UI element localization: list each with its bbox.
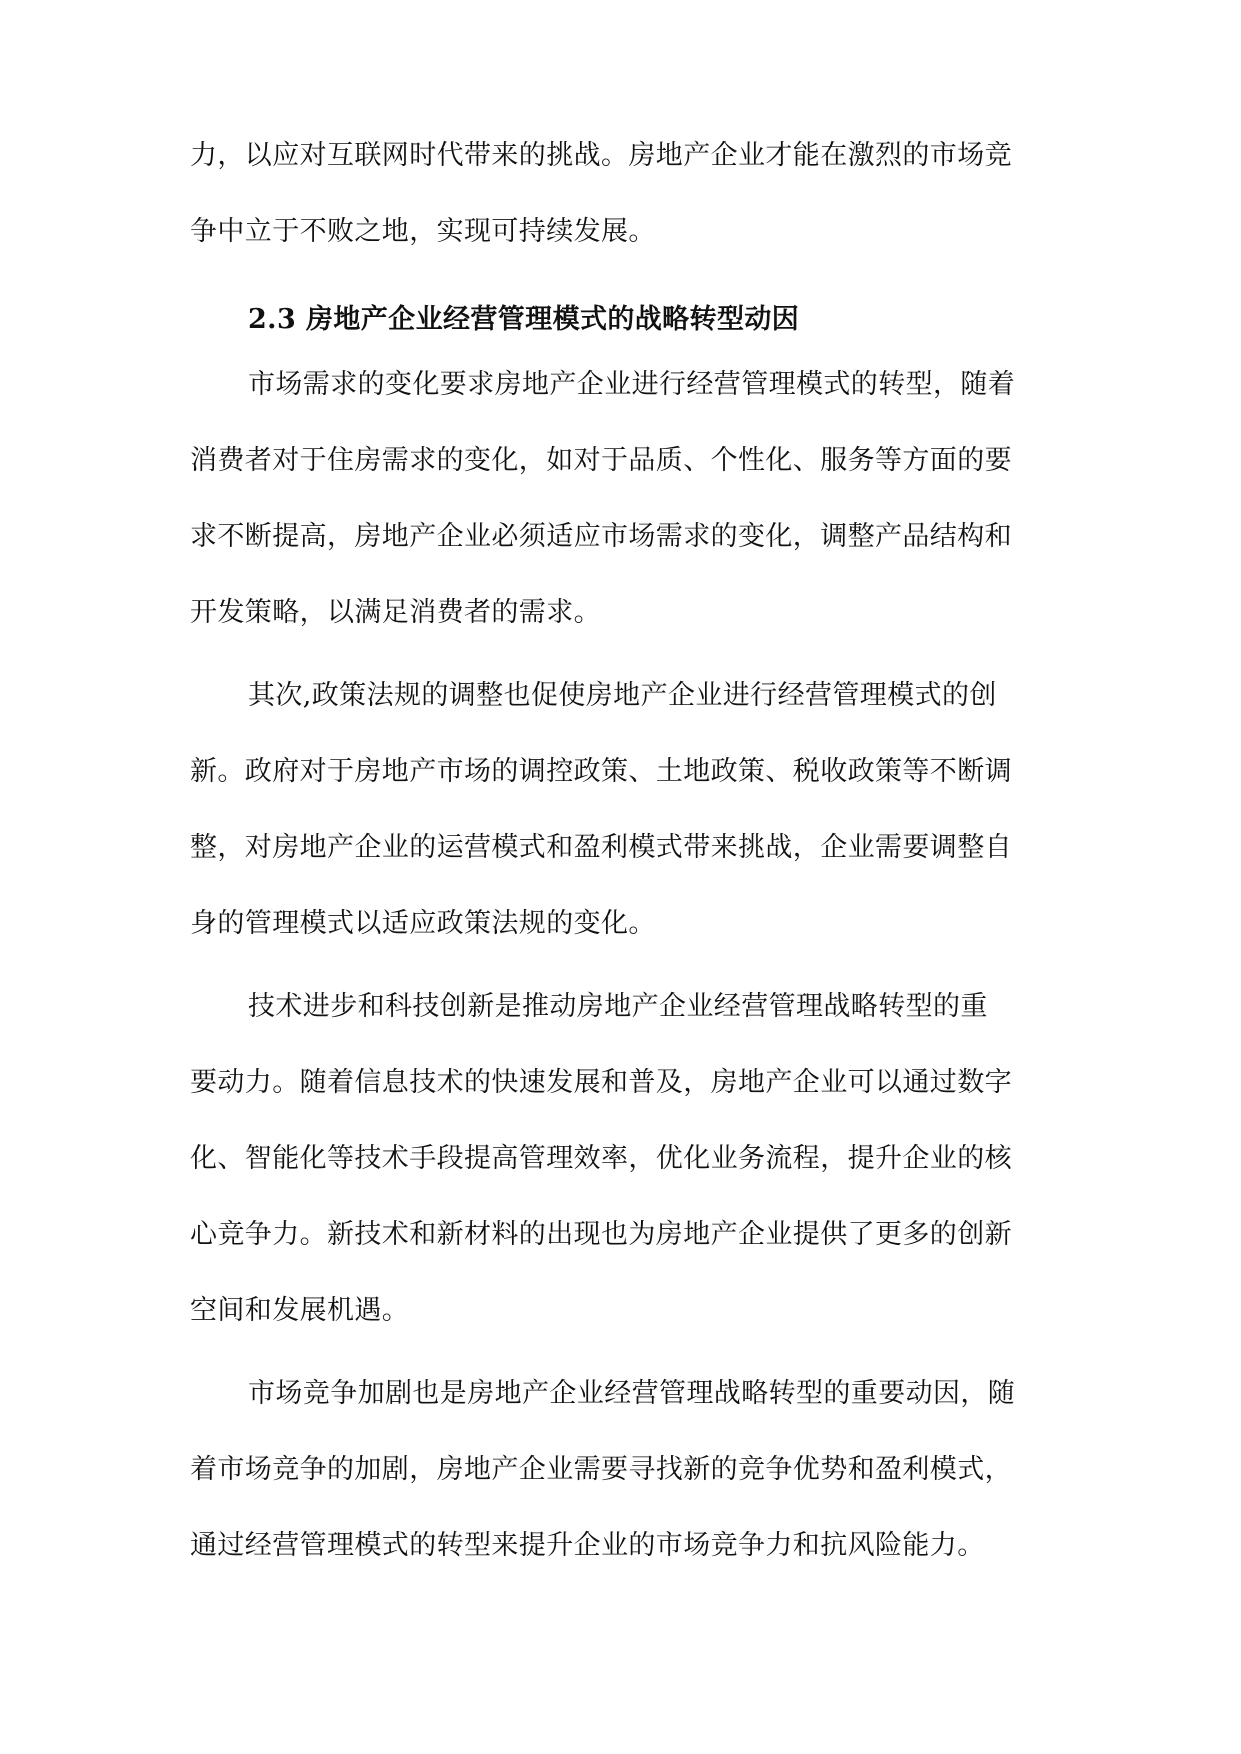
text-line: 力，以应对互联网时代带来的挑战。房地产企业才能在激烈的市场竞 [190, 140, 1012, 171]
paragraph-market-demand [190, 347, 1070, 651]
text-line: 开发策略，以满足消费者的需求。 [190, 597, 601, 628]
text-line: 其次,政策法规的调整也促使房地产企业进行经营管理模式的创 [248, 680, 997, 711]
paragraph-technology [190, 969, 1070, 1349]
section-heading: 2.3 房地产企业经营管理模式的战略转型动因 [248, 304, 800, 335]
text-line: 整，对房地产企业的运营模式和盈利模式带来挑战，企业需要调整自 [190, 832, 1012, 863]
text-line: 心竞争力。新技术和新材料的出现也为房地产企业提供了更多的创新 [190, 1219, 1012, 1250]
text-line: 新。政府对于房地产市场的调控政策、土地政策、税收政策等不断调 [190, 756, 1012, 787]
text-line: 求不断提高，房地产企业必须适应市场需求的变化，调整产品结构和 [190, 521, 1012, 552]
continuation-paragraph [190, 118, 1070, 270]
text-line: 市场竞争加剧也是房地产企业经营管理战略转型的重要动因，随 [248, 1378, 1016, 1409]
text-line: 空间和发展机遇。 [190, 1295, 410, 1326]
paragraph-competition [190, 1356, 1070, 1584]
text-line: 身的管理模式以适应政策法规的变化。 [190, 908, 656, 939]
text-line: 争中立于不败之地，实现可持续发展。 [190, 216, 656, 247]
text-line: 要动力。随着信息技术的快速发展和普及，房地产企业可以通过数字 [190, 1067, 1012, 1098]
text-line: 技术进步和科技创新是推动房地产企业经营管理战略转型的重 [248, 991, 988, 1022]
text-line: 化、智能化等技术手段提高管理效率，优化业务流程，提升企业的核 [190, 1143, 1012, 1174]
text-line: 市场需求的变化要求房地产企业进行经营管理模式的转型，随着 [248, 369, 1016, 400]
text-line: 着市场竞争的加剧，房地产企业需要寻找新的竞争优势和盈利模式， [190, 1454, 1012, 1485]
text-line: 消费者对于住房需求的变化，如对于品质、个性化、服务等方面的要 [190, 445, 1012, 476]
paragraph-policy [190, 658, 1070, 962]
text-line: 通过经营管理模式的转型来提升企业的市场竞争力和抗风险能力。 [190, 1530, 985, 1561]
